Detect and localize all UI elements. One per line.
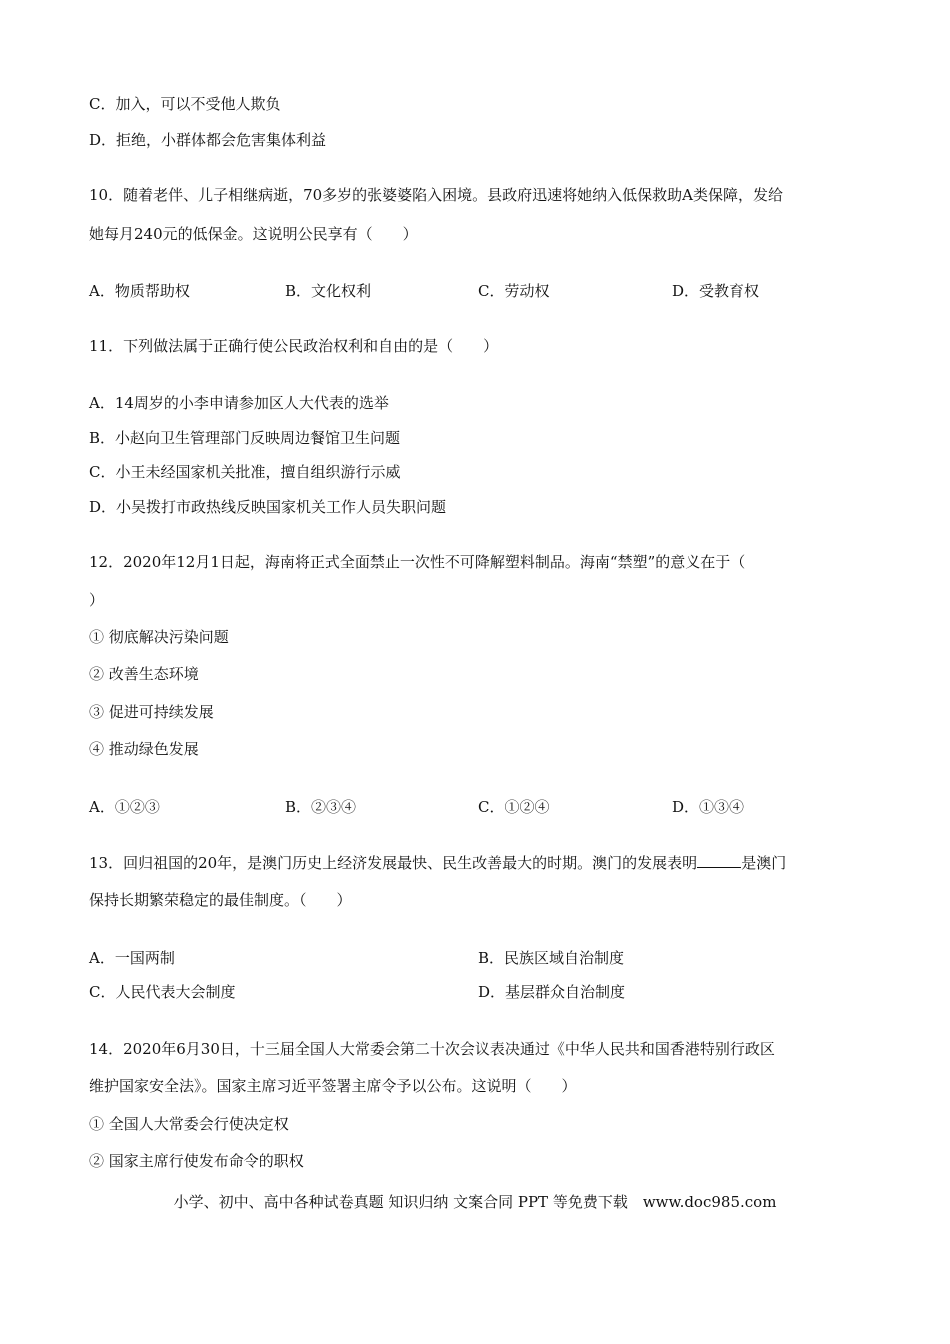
q12-option-a: A．①②③ — [89, 798, 160, 816]
q13-stem-line2: 保持长期繁荣稳定的最佳制度。（ ） — [89, 891, 352, 909]
q10-option-a: A．物质帮助权 — [89, 282, 190, 300]
q10-option-d: D．受教育权 — [672, 282, 760, 300]
q10-option-c: C．劳动权 — [478, 282, 550, 300]
q11-option-c: C．小王未经国家机关批准，擅自组织游行示威 — [89, 463, 401, 481]
q9-option-c: C．加入，可以不受他人欺负 — [89, 95, 281, 113]
q13-answer-blank — [697, 853, 741, 868]
q13-stem-line1 — [89, 853, 786, 873]
q10-stem-line1: 10．随着老伴、儿子相继病逝，70多岁的张婆婆陷入困境。县政府迅速将她纳入低保救助A类保障，发给 — [89, 186, 784, 204]
q12-stem-line2: ） — [89, 591, 105, 609]
q12-option-c: C．①②④ — [478, 798, 550, 816]
q13-option-d: D．基层群众自治制度 — [478, 983, 626, 1001]
q10-option-b: B．文化权利 — [285, 282, 372, 300]
q10-stem-line2: 她每月240元的低保金。这说明公民享有（ ） — [89, 225, 418, 243]
q14-stem-line2: 维护国家安全法》。国家主席习近平签署主席令予以公布。这说明（ ） — [89, 1077, 577, 1095]
q11-option-b: B．小赵向卫生管理部门反映周边餐馆卫生问题 — [89, 429, 401, 447]
q12-statement-2: ② 改善生态环境 — [89, 665, 199, 683]
q14-stem-line1: 14．2020年6月30日，十三届全国人大常委会第二十次会议表决通过《中华人民共和国香港特别行政区 — [89, 1040, 775, 1058]
q12-option-d: D．①③④ — [672, 798, 745, 816]
q13-option-c: C．人民代表大会制度 — [89, 983, 236, 1001]
q13-option-a: A．一国两制 — [89, 949, 175, 967]
q14-statement-1: ① 全国人大常委会行使决定权 — [89, 1115, 289, 1133]
q11-option-a: A．14周岁的小李申请参加区人大代表的选举 — [89, 394, 389, 412]
q11-option-d: D．小吴拨打市政热线反映国家机关工作人员失职问题 — [89, 498, 447, 516]
q9-option-d: D．拒绝，小群体都会危害集体利益 — [89, 131, 327, 149]
q11-stem: 11．下列做法属于正确行使公民政治权利和自由的是（ ） — [89, 337, 499, 355]
q12-option-b: B．②③④ — [285, 798, 357, 816]
page-footer: 小学、初中、高中各种试卷真题 知识归纳 文案合同 PPT 等免费下载 www.doc985.com — [173, 1193, 777, 1211]
q12-statement-1: ① 彻底解决污染问题 — [89, 628, 229, 646]
q13-stem-part1: 13．回归祖国的20年，是澳门历史上经济发展最快、民生改善最大的时期。澳门的发展表明 — [89, 854, 698, 872]
q12-statement-3: ③ 促进可持续发展 — [89, 703, 214, 721]
q12-stem-line1: 12．2020年12月1日起，海南将正式全面禁止一次性不可降解塑料制品。海南“禁塑”的意义在于（ — [89, 553, 746, 571]
q13-stem-part2: 是澳门 — [741, 854, 787, 872]
q14-statement-2: ② 国家主席行使发布命令的职权 — [89, 1152, 304, 1170]
q12-statement-4: ④ 推动绿色发展 — [89, 740, 199, 758]
q13-option-b: B．民族区域自治制度 — [478, 949, 625, 967]
